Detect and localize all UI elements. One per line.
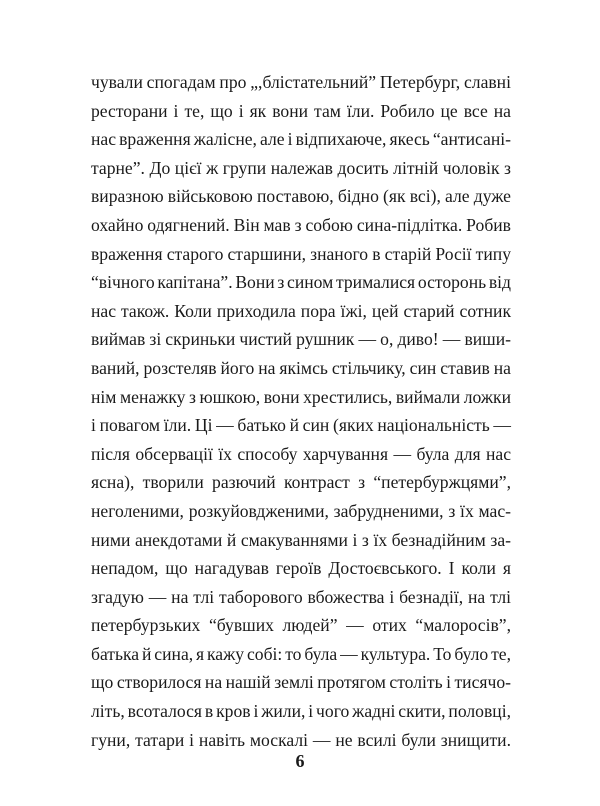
text-line: ясна), творили разючий контраст з “петербуржцями”,	[91, 472, 511, 493]
text-line: виразною військовою поставою, бідно (як всі), але дуже	[91, 186, 511, 207]
text-line: і повагом їли. Ці — батько й син (яких національність —	[91, 415, 511, 436]
text-line: ними анекдотами й смакуваннями і з їх безнадійним за-	[91, 529, 511, 550]
text-line: нас також. Коли приходила пора їжі, цей старий сотник	[91, 300, 511, 321]
page-number: 6	[295, 751, 305, 771]
text-line: нім менажку з юшкою, вони хрестились, виймали ложки	[91, 386, 511, 407]
text-line: літь, всоталося в кров і жили, і чого жадні скити, половці,	[91, 701, 511, 722]
text-line: охайно одягнений. Він мав з собою сина-підлітка. Робив	[91, 214, 511, 235]
text-line: ваний, розстеляв його на якімсь стільчику, син ставив на	[91, 357, 511, 378]
text-line: чували спогадам про „,блістательний” Петербург, славні	[91, 72, 511, 92]
text-line: згадую — на тлі таборового вбожества і безнадії, на тлі	[91, 586, 511, 607]
body-text	[91, 68, 511, 754]
text-line: після обсервації їх способу харчування — була для нас	[91, 443, 511, 464]
text-line: виймав зі скриньки чистий рушник — о, диво! — виши-	[91, 329, 511, 350]
text-line: ресторани і те, що і як вони там їли. Робило це все на	[91, 100, 511, 121]
text-line: тарне”. До цієї ж групи належав досить літній чоловік з	[91, 157, 511, 178]
text-line: нас враження жалісне, але і відпихаюче, якесь “антисані-	[91, 129, 511, 150]
text-line: петербурзьких “бувших людей” — отих “малоросів”,	[91, 615, 511, 636]
text-line: враження старого старшини, знаного в старій Росії типу	[91, 243, 511, 264]
text-line: батька й сина, я кажу собі: то була — культура. То було те,	[91, 643, 511, 664]
text-line: непадом, що нагадував героїв Достоєвського. І коли я	[91, 558, 511, 579]
text-line: “вічного капітана”. Вони з сином трималися осторонь від	[91, 272, 511, 293]
text-line: неголеними, розкуйовдженими, забрудненими, з їх мас-	[91, 500, 511, 521]
text-line: гуни, татари і навіть москалі — не всилі були знищити.	[91, 729, 511, 750]
text-line: що створилося на нашій землі протягом століть і тисячо-	[91, 672, 511, 693]
